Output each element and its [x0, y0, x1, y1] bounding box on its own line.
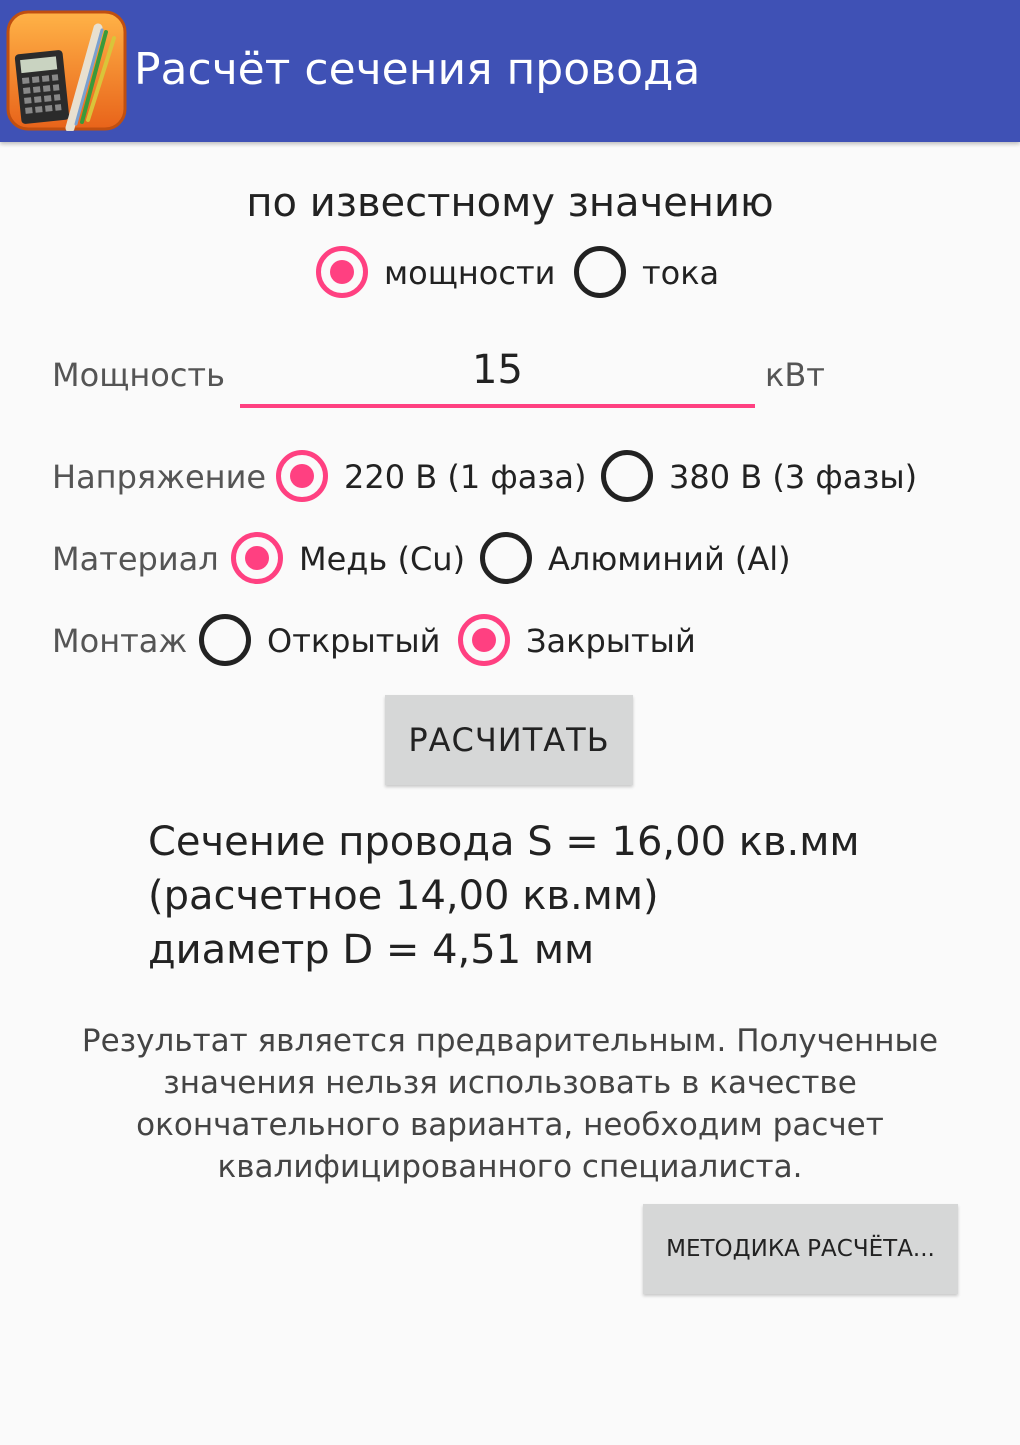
power-label: Мощность [52, 356, 225, 394]
method-button[interactable]: МЕТОДИКА РАСЧЁТА... [643, 1204, 958, 1294]
radio-voltage-380-label[interactable]: 380 В (3 фазы) [669, 458, 918, 496]
radio-mounting-open-label[interactable]: Открытый [267, 622, 441, 660]
material-label: Материал [52, 540, 219, 578]
disclaimer-text: Результат является предварительным. Полученные значения нельзя использовать в качестве окончательного варианта, необходим расчет квалифицированного специалиста. [81, 1023, 939, 1185]
calculate-button[interactable]: РАСЧИТАТЬ [385, 695, 633, 785]
power-input[interactable] [240, 340, 755, 400]
radio-by-power-label[interactable]: мощности [384, 254, 556, 292]
radio-by-power[interactable] [316, 246, 368, 298]
radio-voltage-220[interactable] [276, 450, 328, 502]
radio-voltage-220-label[interactable]: 220 В (1 фаза) [344, 458, 587, 496]
radio-mounting-closed[interactable] [458, 614, 510, 666]
result-section: Сечение провода S = 16,00 кв.мм [148, 819, 860, 865]
radio-voltage-380[interactable] [601, 450, 653, 502]
radio-material-aluminum-label[interactable]: Алюминий (Al) [548, 540, 791, 578]
voltage-label: Напряжение [52, 458, 267, 496]
app-bar [0, 0, 1020, 142]
mode-title: по известному значению [246, 180, 774, 226]
radio-material-aluminum[interactable] [480, 532, 532, 584]
calculator-wire-icon [6, 10, 127, 131]
radio-by-current-label[interactable]: тока [642, 254, 720, 292]
app-title: Расчёт сечения провода [134, 44, 701, 95]
mounting-label: Монтаж [52, 622, 188, 660]
power-input-underline [240, 404, 755, 408]
result-diameter: диаметр D = 4,51 мм [148, 927, 595, 973]
radio-mounting-open[interactable] [199, 614, 251, 666]
result-block [148, 815, 860, 977]
radio-by-current[interactable] [574, 246, 626, 298]
radio-material-copper[interactable] [231, 532, 283, 584]
radio-mounting-closed-label[interactable]: Закрытый [526, 622, 696, 660]
power-unit: кВт [765, 356, 825, 394]
result-calculated: (расчетное 14,00 кв.мм) [148, 873, 659, 919]
radio-material-copper-label[interactable]: Медь (Cu) [299, 540, 466, 578]
